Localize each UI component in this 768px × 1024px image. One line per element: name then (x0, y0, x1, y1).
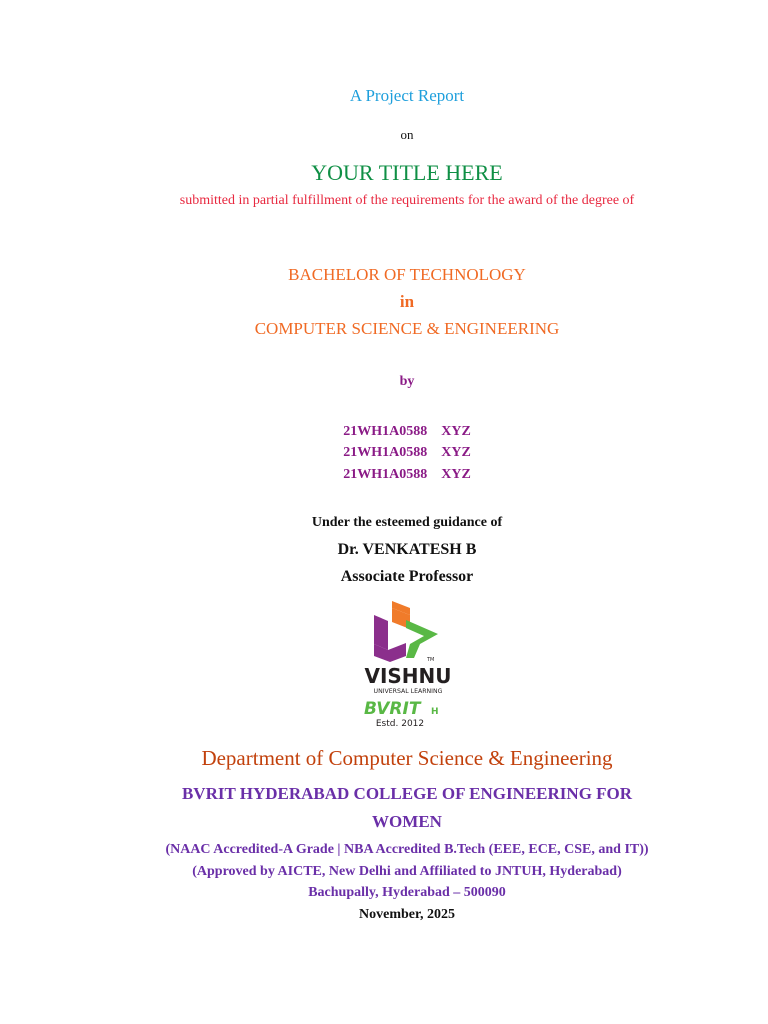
student-row (23, 445, 768, 461)
logo-tagline: UNIVERSAL LEARNING (373, 688, 443, 695)
report-heading: A Project Report (349, 86, 465, 105)
report-on: on (400, 127, 414, 142)
vishnu-bvrit-logo-icon (358, 598, 458, 730)
submission-statement: submitted in partial fulfillment of the requirements for the award of the degree of (179, 193, 635, 208)
logo-tm: TM (427, 657, 435, 663)
report-date: November, 2025 (359, 907, 455, 922)
branch-name: COMPUTER SCIENCE & ENGINEERING (254, 319, 560, 338)
approval-line: (Approved by AICTE, New Delhi and Affiliated to JNTUH, Hyderabad) (192, 864, 622, 879)
address-line: Bachupally, Hyderabad – 500090 (308, 885, 506, 900)
logo-green-shape (406, 620, 438, 658)
degree-name: BACHELOR OF TECHNOLOGY (288, 265, 526, 284)
college-name-line1: BVRIT HYDERABAD COLLEGE OF ENGINEERING FOR (181, 784, 633, 803)
logo-short-name: BVRIT (364, 699, 421, 719)
student-row (23, 424, 768, 440)
student-roll: 21WH1A0588 (343, 424, 428, 439)
student-name: XYZ (441, 445, 471, 460)
student-roll: 21WH1A0588 (343, 445, 428, 460)
project-title: YOUR TITLE HERE (311, 160, 503, 185)
guide-name: Dr. VENKATESH B (337, 541, 477, 558)
logo-short-suffix: H (431, 707, 439, 717)
logo-established: Estd. 2012 (375, 719, 425, 729)
guide-designation: Associate Professor (340, 568, 474, 585)
logo-purple-shape (374, 615, 388, 650)
student-name: XYZ (441, 467, 471, 482)
logo-brand: VISHNU (364, 664, 452, 688)
guidance-label: Under the esteemed guidance of (311, 515, 503, 530)
accreditation-line: (NAAC Accredited-A Grade | NBA Accredited B.Tech (EEE, ECE, CSE, and IT)) (165, 842, 649, 857)
degree-in: in (399, 292, 415, 311)
student-name: XYZ (441, 424, 471, 439)
report-by: by (399, 374, 415, 389)
college-name-line2: WOMEN (372, 812, 442, 831)
department-name: Department of Computer Science & Engineering (201, 746, 613, 770)
student-row (23, 467, 768, 483)
student-roll: 21WH1A0588 (343, 467, 428, 482)
